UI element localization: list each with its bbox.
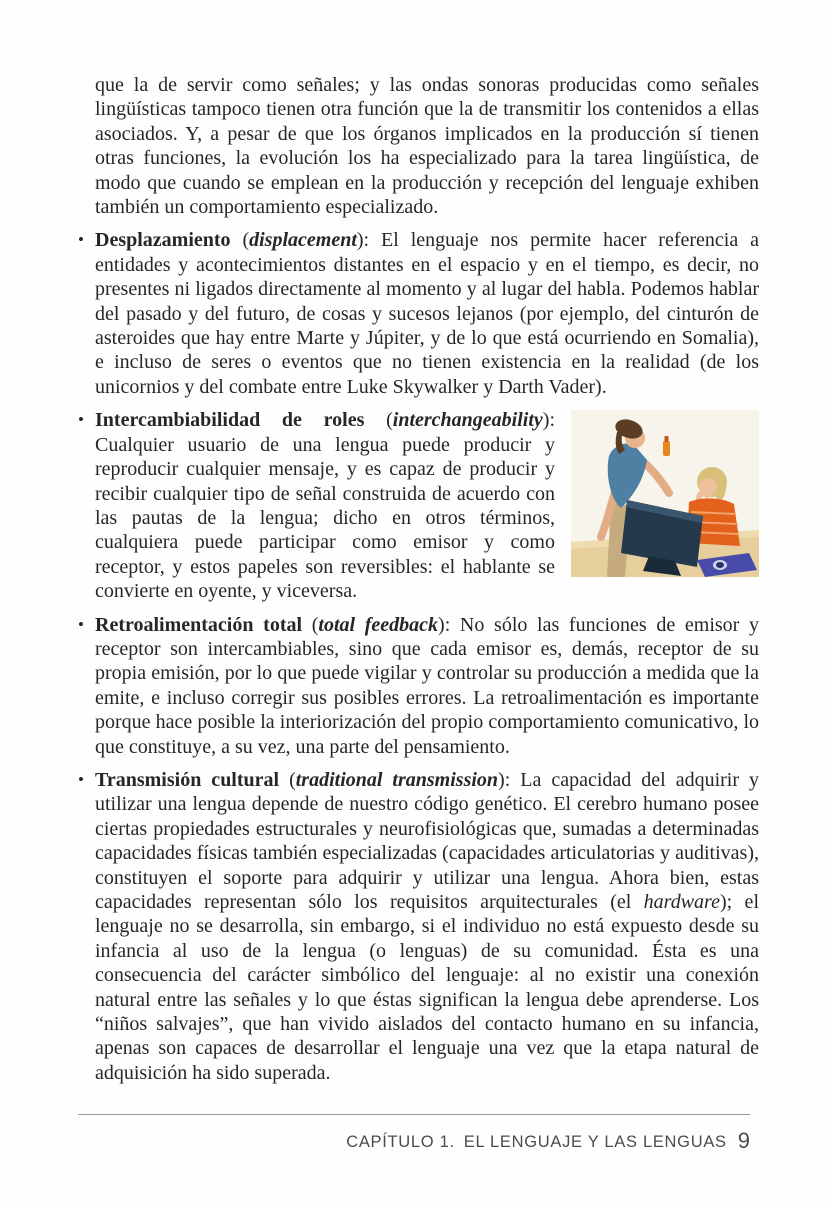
- paren-close: ):: [438, 613, 460, 636]
- bullet-term-english: total feedback: [318, 613, 439, 636]
- bullet-body-part2: ); el lenguaje no se desarrolla, sin embargo, si el individuo no está expuesto desde su infancia al uso de la lengua (o lenguas) de su comunidad. Ésta es una consecuencia del carácter simbólico del lenguaje: al no existir una conexión natural entre las señales y lo que éstas significan la lengua debe aprenderse. Los “niños salvajes”, que han vivido aislados del contacto humano en su infancia, apenas son capaces de desarrollar el lenguaje una vez que la etapa natural de adquisición ha sido superada.: [95, 891, 759, 1084]
- bullet-term-english: traditional transmission: [295, 768, 499, 791]
- footer-divider: [78, 1114, 750, 1115]
- paren-open: (: [230, 229, 250, 252]
- bullet-term-english: interchangeability: [392, 409, 543, 432]
- footer-chapter-title: EL LENGUAJE Y LAS LENGUAS: [463, 1133, 727, 1151]
- bullet-item-intercambiabilidad: [78, 408, 759, 603]
- bullet-body: El lenguaje nos permite hacer referencia a entidades y acontecimientos distantes en el espacio y en el tiempo, es decir, no presentes ni ligados directamente al momento y al lugar del habla. Podemos hablar del pasado y del futuro, de cosas y sucesos lejanos (por ejemplo, del cinturón de asteroides que hay entre Marte y Júpiter, y de lo que está ocurriendo en Somalia), e incluso de seres o eventos que no tienen existencia en la realidad (de los unicornios y del combate entre Luke Skywalker y Darth Vader).: [95, 229, 759, 398]
- footer-page-number: 9: [737, 1128, 750, 1153]
- paren-open: (: [302, 613, 319, 636]
- paren-close: ):: [356, 229, 382, 252]
- bullet-body: No sólo las funciones de emisor y receptor son intercambiables, sino que cada emisor es, demás, receptor de su propia emisión, por lo que puede vigilar y controlar su producción a medida que la emite, e incluso corregir sus posibles errores. La retroalimentación es importante porque hace posible la interiorización del propio comportamiento comunicativo, lo que constituye, a su vez, una parte del pensamiento.: [95, 613, 759, 758]
- two-women-computer-illustration: [571, 410, 759, 577]
- bullet-marker: •: [78, 410, 84, 430]
- bullet-term: Intercambiabilidad de roles: [95, 409, 365, 432]
- paren-close: ):: [542, 409, 555, 432]
- photo-two-women-computer: [571, 410, 759, 577]
- bullet-term-english: displacement: [249, 229, 357, 252]
- bullet-term: Retroalimentación total: [95, 613, 303, 636]
- bullet-item-retroalimentacion: [78, 613, 759, 759]
- footer-chapter-label: CAPÍTULO 1.: [346, 1133, 455, 1151]
- bullet-term: Transmisión cultural: [95, 768, 280, 791]
- intro-paragraph: que la de servir como señales; y las ondas sonoras producidas como señales lingüísticas tampoco tienen otra función que la de transmitir los contenidos a ellas asociados. Y, a pesar de que los órganos implicados en la producción sí tienen otras funciones, la evolución los ha especializado para la tarea lingüística, de modo que cuando se emplean en la producción y recepción del lenguaje exhiben también un comportamiento especializado.: [95, 74, 759, 219]
- bullet-marker: •: [78, 614, 84, 634]
- bullet-marker: •: [78, 769, 84, 789]
- bullet-term: Desplazamiento: [95, 229, 231, 252]
- italic-hardware-term: hardware: [643, 891, 720, 913]
- bullet-body: Cualquier usuario de una lengua puede producir y reproducir cualquier mensaje, y es capaz de producir y recibir cualquier tipo de señal construida de acuerdo con las pautas de la lengua; dicho en otros términos, cualquiera puede participar como emisor y como receptor, y estos papeles son reversibles: el hablante se convierte en oyente, y viceversa.: [95, 433, 555, 603]
- footer: [346, 1128, 750, 1154]
- bullet-item-desplazamiento: [78, 228, 759, 399]
- page-content: [78, 73, 760, 1085]
- bullet-item-transmision: [78, 768, 760, 1085]
- paren-open: (: [279, 768, 296, 791]
- paren-close: ):: [498, 768, 521, 791]
- bullet-marker: •: [78, 230, 84, 250]
- bullet-body-part1: La capacidad del adquirir y utilizar una lengua depende de nuestro código genético. El cerebro humano posee ciertas propiedades estructurales y neurofisiológicas que, sumadas a determinadas capacidades físicas también especializadas (capacidades articulatorias y auditivas), constituyen el soporte para adquirir y utilizar una lengua. Ahora bien, estas capacidades representan sólo los requisitos arquitecturales (el: [95, 768, 760, 913]
- paren-open: (: [364, 409, 393, 432]
